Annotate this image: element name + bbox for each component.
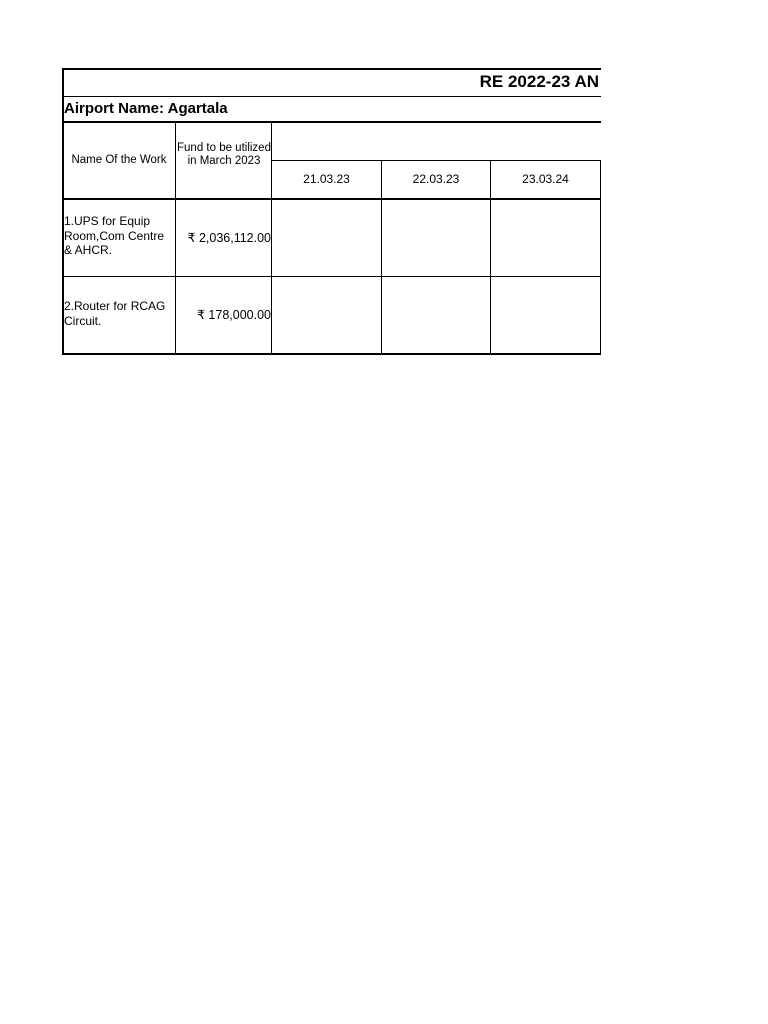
border-row1-bottom — [62, 276, 601, 277]
border-right — [600, 160, 601, 355]
row2-work: 2.Router for RCAG Circuit. — [64, 299, 166, 328]
row2-amount: ₹ 178,000.00 — [197, 308, 271, 322]
sheet-title: RE 2022-23 AN — [479, 72, 599, 91]
border-bottom — [62, 353, 601, 355]
header-fund — [176, 122, 272, 198]
row1-amount: ₹ 2,036,112.00 — [187, 231, 271, 245]
date-header-1: 21.03.23 — [303, 172, 350, 186]
spreadsheet-sheet — [62, 68, 601, 355]
header-work-label: Name Of the Work — [71, 154, 167, 166]
airport-name: Airport Name: Agartala — [64, 100, 228, 117]
header-name-of-work — [62, 122, 176, 198]
row1-work: 1.UPS for Equip Room,Com Centre & AHCR. — [64, 214, 165, 257]
border-header-bottom — [62, 198, 601, 200]
date-header-2: 22.03.23 — [412, 172, 460, 186]
header-fund-label: Fund to be utilized in March 2023 — [177, 142, 271, 167]
date-header-3: 23.03.24 — [522, 172, 569, 186]
